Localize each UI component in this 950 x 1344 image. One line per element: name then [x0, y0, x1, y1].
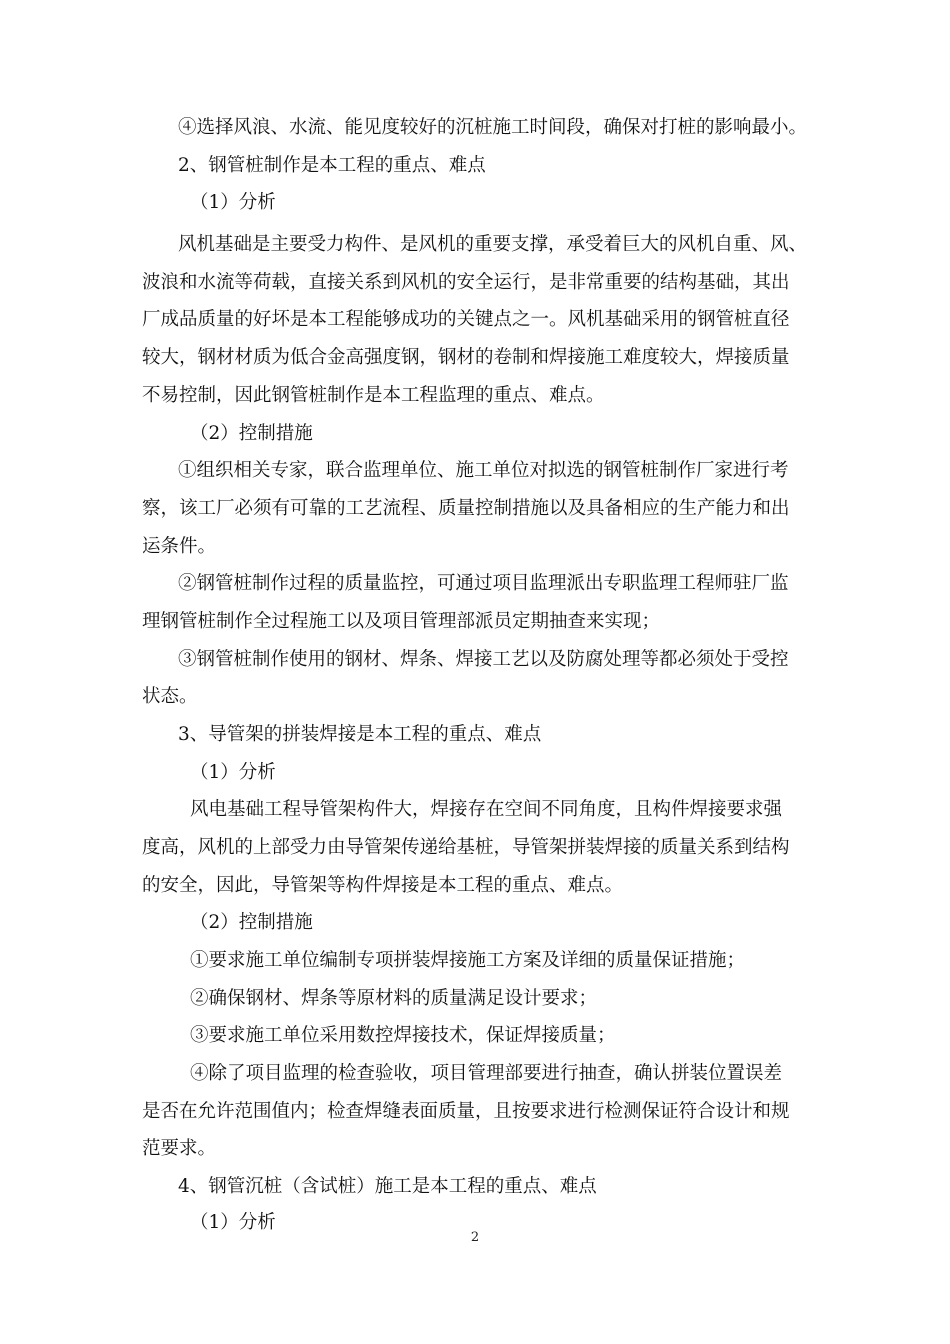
paragraph-line: 度高，风机的上部受力由导管架传递给基桩，导管架拼装焊接的质量关系到结构 [142, 837, 790, 858]
sub-heading: （1）分析 [190, 1212, 276, 1233]
paragraph-line: ②确保钢材、焊条等原材料的质量满足设计要求； [190, 988, 598, 1009]
paragraph-line: 不易控制，因此钢管桩制作是本工程监理的重点、难点。 [142, 385, 605, 406]
paragraph-line: 察，该工厂必须有可靠的工艺流程、质量控制措施以及具备相应的生产能力和出 [142, 498, 790, 519]
paragraph-line: ②钢管桩制作过程的质量监控，可通过项目监理派出专职监理工程师驻厂监 [178, 573, 789, 594]
section-heading: 4、钢管沉桩（含试桩）施工是本工程的重点、难点 [178, 1176, 597, 1197]
sub-heading: （1）分析 [190, 192, 276, 213]
sub-heading: （1）分析 [190, 762, 276, 783]
paragraph-line: 的安全，因此，导管架等构件焊接是本工程的重点、难点。 [142, 875, 624, 896]
paragraph-line: ③钢管桩制作使用的钢材、焊条、焊接工艺以及防腐处理等都必须处于受控 [178, 649, 789, 670]
paragraph-line: 范要求。 [142, 1138, 217, 1159]
paragraph-line: 较大，钢材材质为低合金高强度钢，钢材的卷制和焊接施工难度较大，焊接质量 [142, 347, 790, 368]
paragraph-line: 理钢管桩制作全过程施工以及项目管理部派员定期抽查来实现； [142, 611, 661, 632]
sub-heading: （2）控制措施 [190, 423, 313, 444]
paragraph-line: ③要求施工单位采用数控焊接技术，保证焊接质量； [190, 1025, 616, 1046]
page-number: 2 [470, 1230, 480, 1245]
paragraph-line: 是否在允许范围值内；检查焊缝表面质量，且按要求进行检测保证符合设计和规 [142, 1101, 790, 1122]
paragraph-line: 运条件。 [142, 536, 217, 557]
paragraph-line: ①组织相关专家，联合监理单位、施工单位对拟选的钢管桩制作厂家进行考 [178, 460, 789, 481]
paragraph-line: 状态。 [142, 686, 198, 707]
paragraph-line: 风电基础工程导管架构件大，焊接存在空间不同角度，且构件焊接要求强 [190, 799, 783, 820]
paragraph-line: ①要求施工单位编制专项拼装焊接施工方案及详细的质量保证措施； [190, 950, 746, 971]
text-line: ④选择风浪、水流、能见度较好的沉桩施工时间段，确保对打桩的影响最小。 [178, 117, 808, 138]
sub-heading: （2）控制措施 [190, 912, 313, 933]
paragraph-line: ④除了项目监理的检查验收，项目管理部要进行抽查，确认拼装位置误差 [190, 1063, 783, 1084]
paragraph-line: 风机基础是主要受力构件、是风机的重要支撑，承受着巨大的风机自重、风、 [178, 234, 808, 255]
paragraph-line: 厂成品质量的好坏是本工程能够成功的关键点之一。风机基础采用的钢管桩直径 [142, 309, 790, 330]
paragraph-line: 波浪和水流等荷载，直接关系到风机的安全运行，是非常重要的结构基础，其出 [142, 272, 790, 293]
section-heading: 2、钢管桩制作是本工程的重点、难点 [178, 155, 486, 176]
section-heading: 3、导管架的拼装焊接是本工程的重点、难点 [178, 724, 542, 745]
